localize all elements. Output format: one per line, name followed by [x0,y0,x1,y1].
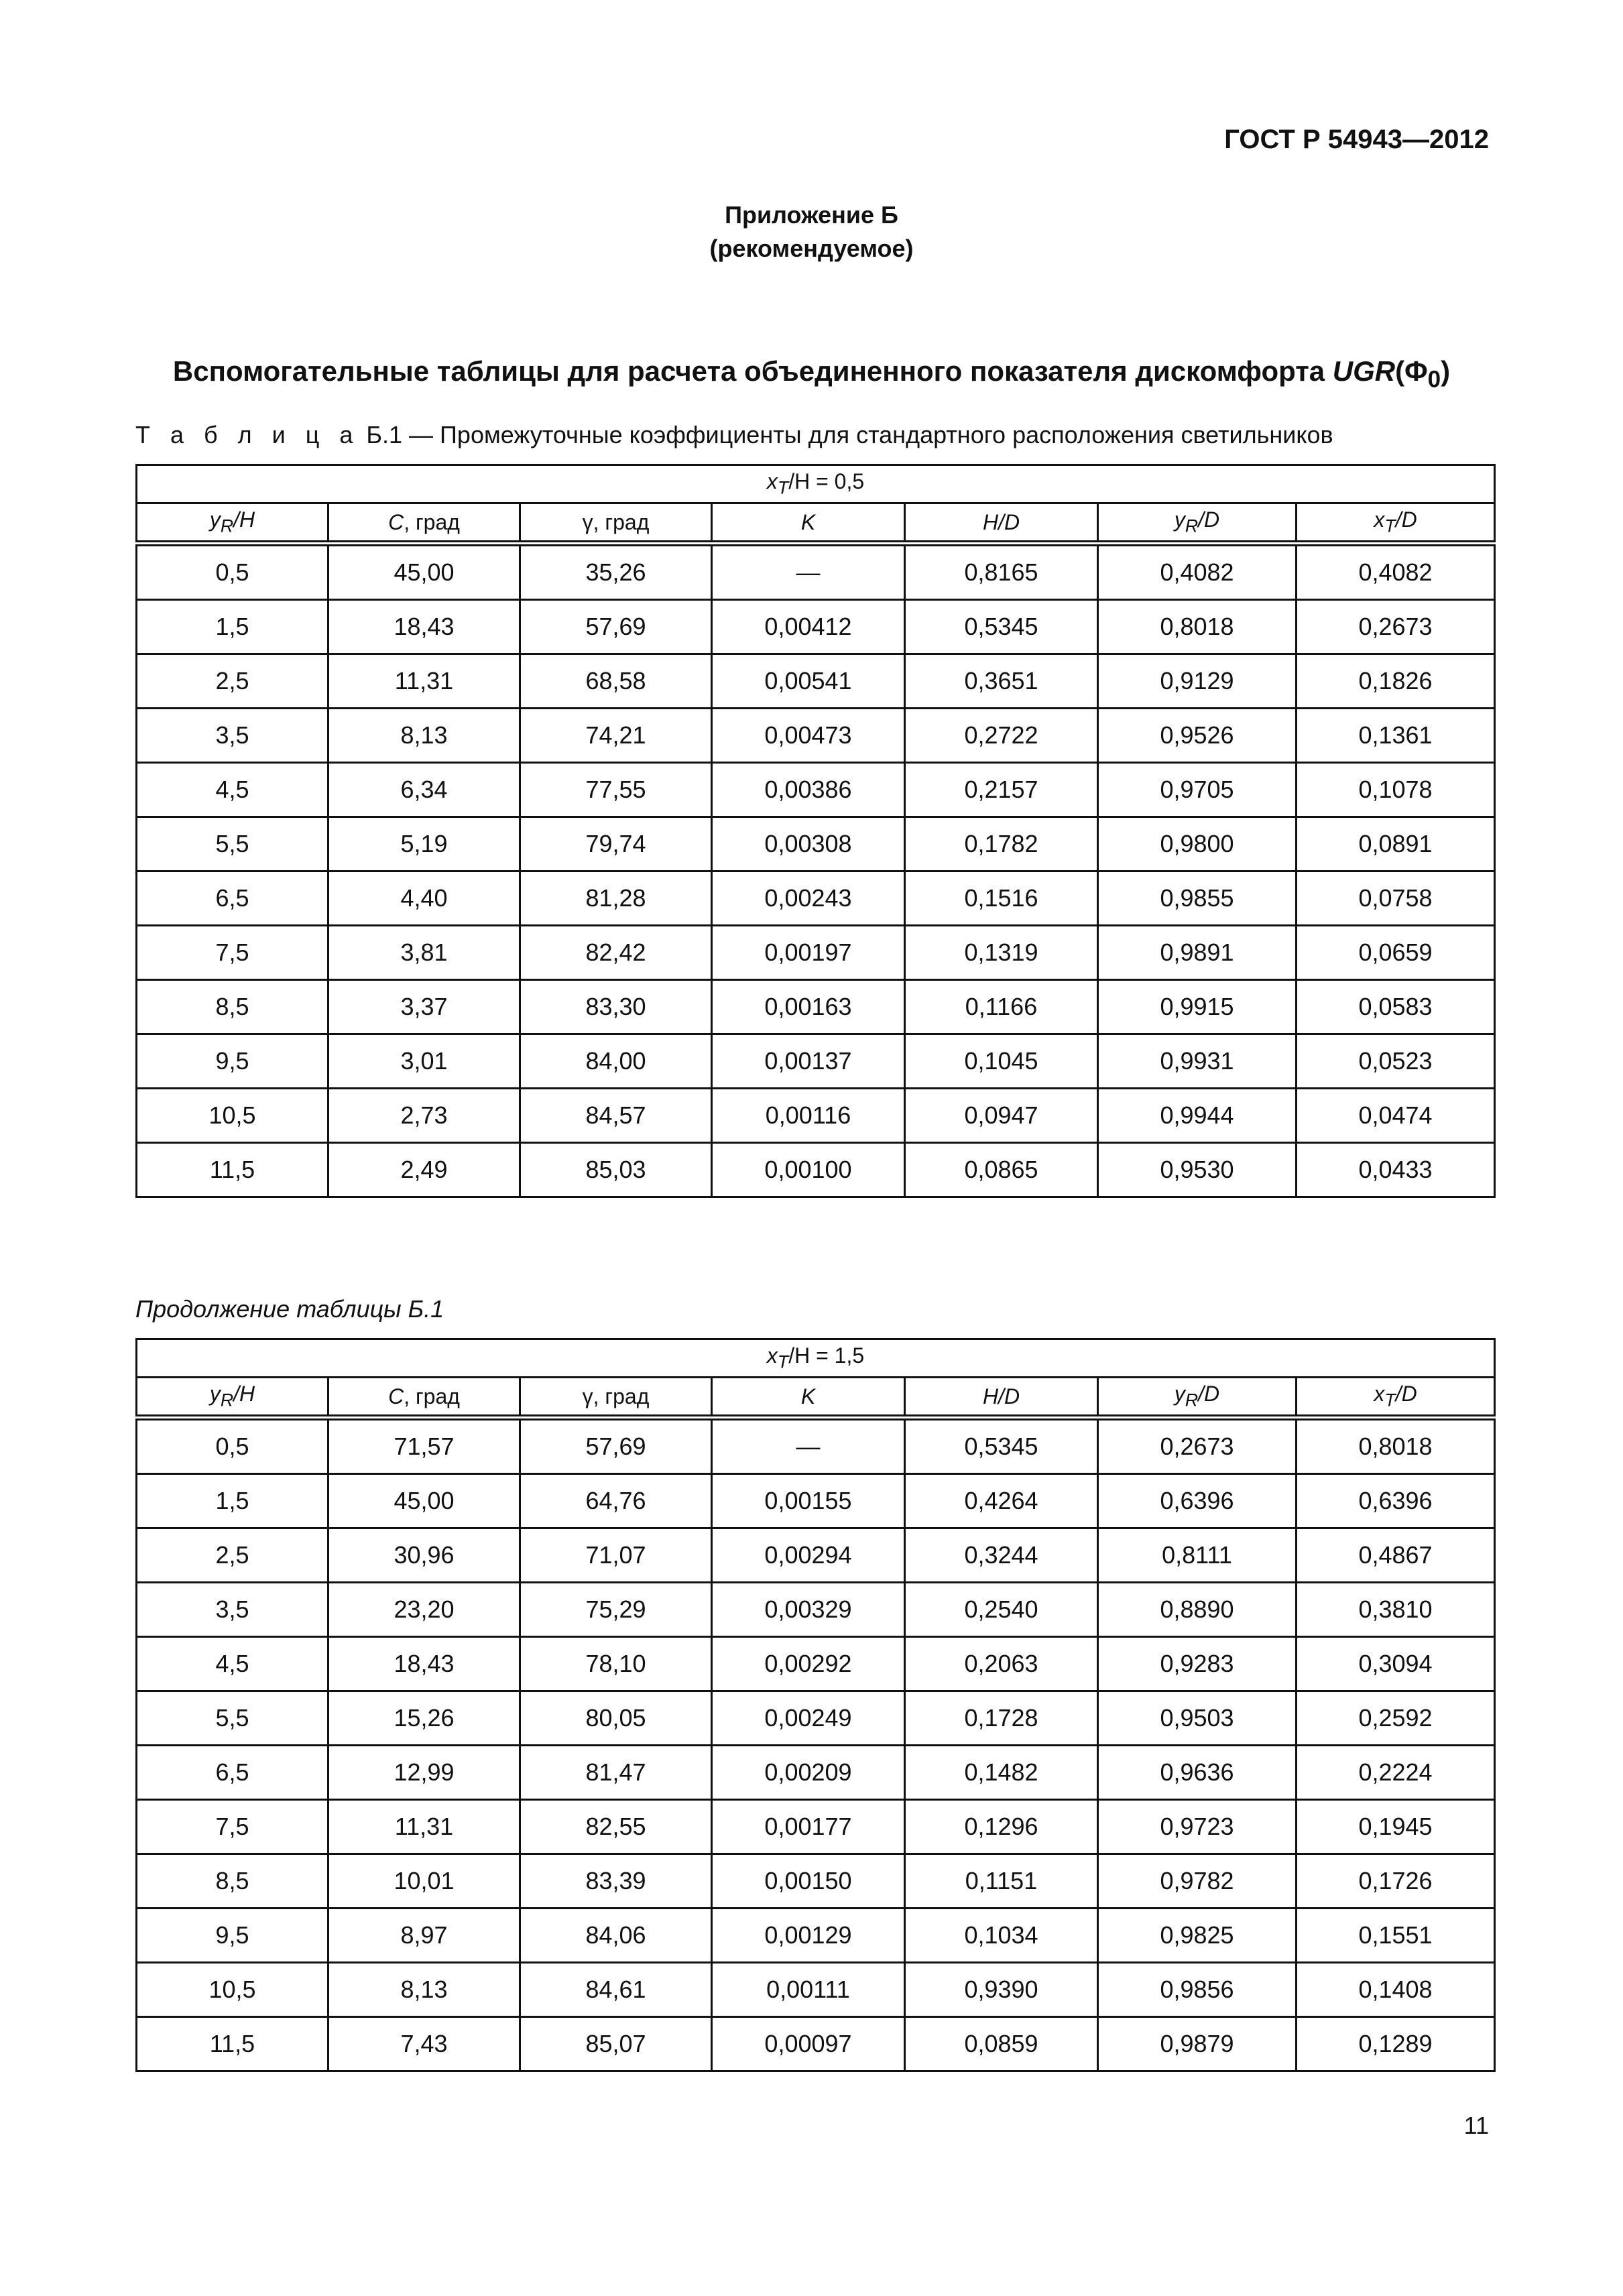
cell: 0,9129 [1098,654,1297,709]
cell: 0,9283 [1098,1637,1297,1691]
cell: 80,05 [520,1691,712,1746]
col-header-yr-h-rest: /H [233,1382,255,1406]
col-header-yr-d-rest: /D [1198,1382,1220,1406]
span-header-cell [137,465,1495,503]
cell: 15,26 [328,1691,520,1746]
table-b1-part2 [135,1338,1496,2072]
cell: 6,34 [328,763,520,817]
col-header-yr-d-var: y [1174,1382,1185,1406]
cell: — [712,1418,905,1474]
table-row [137,1691,1495,1746]
cell: 0,00249 [712,1691,905,1746]
cell: 0,4082 [1297,544,1495,600]
heading-phi-sub: 0 [1427,366,1441,393]
table-b1-part1 [135,464,1496,1198]
col-header-c-deg-var: C [388,1384,404,1408]
appendix-note: (рекомендуемое) [709,235,914,262]
col-header-gamma-deg [520,1378,712,1418]
cell: 0,0523 [1297,1034,1495,1089]
cell: 12,99 [328,1746,520,1800]
table-row [137,1528,1495,1583]
cell: 0,3651 [905,654,1098,709]
cell: 3,5 [137,709,328,763]
cell: 10,5 [137,1089,328,1143]
table-row [137,2017,1495,2071]
cell: 35,26 [520,544,712,600]
cell: 0,00163 [712,980,905,1034]
cell: 0,00541 [712,654,905,709]
table-caption [135,421,1333,449]
col-header-c-deg-rest: , град [404,1384,460,1408]
table-row [137,1034,1495,1089]
cell: 0,1166 [905,980,1098,1034]
continuation-caption: Продолжение таблицы Б.1 [135,1295,444,1323]
cell: 0,1408 [1297,1963,1495,2017]
cell: 0,00197 [712,926,905,980]
cell: 64,76 [520,1474,712,1528]
cell: 0,6396 [1098,1474,1297,1528]
heading-close: ) [1441,355,1451,387]
cell: 0,1319 [905,926,1098,980]
cell: 81,47 [520,1746,712,1800]
cell: 0,1361 [1297,709,1495,763]
cell: 0,00116 [712,1089,905,1143]
table-row [137,1089,1495,1143]
cell: 0,2224 [1297,1746,1495,1800]
cell: 3,01 [328,1034,520,1089]
col-header-h-d-var: H/D [982,509,1020,534]
cell: 11,5 [137,2017,328,2071]
cell: 83,39 [520,1854,712,1909]
cell: 57,69 [520,600,712,654]
span-header-rest: /H = 1,5 [788,1343,865,1368]
cell: 8,5 [137,1854,328,1909]
cell: 11,5 [137,1143,328,1197]
cell: 0,5 [137,1418,328,1474]
cell: 0,9503 [1098,1691,1297,1746]
cell: 7,43 [328,2017,520,2071]
col-header-c-deg [328,1378,520,1418]
cell: 0,00129 [712,1909,905,1963]
table-caption-prefix: Т а б л и ц а [135,421,360,448]
cell: 0,2592 [1297,1691,1495,1746]
cell: 0,00137 [712,1034,905,1089]
cell: 0,8111 [1098,1528,1297,1583]
cell: 0,1826 [1297,654,1495,709]
col-header-yr-h-var: y [209,1382,221,1406]
span-header-var: x [766,1343,778,1368]
cell: 6,5 [137,1746,328,1800]
cell: 0,1151 [905,1854,1098,1909]
col-header-gamma-deg-rest: , град [593,1384,650,1408]
table-row [137,600,1495,654]
cell: 84,61 [520,1963,712,2017]
cell: 0,9879 [1098,2017,1297,2071]
cell: 0,0474 [1297,1089,1495,1143]
col-header-yr-h-rest: /H [233,507,255,532]
cell: 6,5 [137,871,328,926]
col-header-yr-h [137,503,328,544]
cell: 0,8018 [1098,600,1297,654]
cell: 0,1728 [905,1691,1098,1746]
cell: 75,29 [520,1583,712,1637]
cell: 4,5 [137,763,328,817]
col-header-xt-d-var: x [1374,507,1385,532]
cell: 0,0659 [1297,926,1495,980]
cell: 0,1516 [905,871,1098,926]
col-header-yr-d-rest: /D [1198,507,1220,532]
table-row [137,763,1495,817]
col-header-c-deg [328,503,520,544]
cell: 0,9855 [1098,871,1297,926]
table-row [137,1143,1495,1197]
cell: 18,43 [328,1637,520,1691]
cell: 0,00329 [712,1583,905,1637]
column-header-row [137,1378,1495,1418]
cell: 8,13 [328,709,520,763]
col-header-k-var: K [800,509,816,534]
cell: 79,74 [520,817,712,871]
cell: 0,0433 [1297,1143,1495,1197]
col-header-gamma-deg [520,503,712,544]
cell: 0,1782 [905,817,1098,871]
col-header-yr-h [137,1378,328,1418]
table-row [137,1474,1495,1528]
cell: 0,9944 [1098,1089,1297,1143]
cell: 2,73 [328,1089,520,1143]
cell: 0,00294 [712,1528,905,1583]
cell: 78,10 [520,1637,712,1691]
cell: 85,03 [520,1143,712,1197]
cell: 0,1726 [1297,1854,1495,1909]
cell: 8,97 [328,1909,520,1963]
table-row [137,871,1495,926]
col-header-xt-d [1297,503,1495,544]
cell: 5,5 [137,817,328,871]
col-header-gamma-deg-var: γ [582,509,593,534]
cell: 0,2540 [905,1583,1098,1637]
cell: 77,55 [520,763,712,817]
col-header-yr-h-sub: R [220,1390,234,1410]
table-row [137,1854,1495,1909]
cell: 0,00473 [712,709,905,763]
cell: 0,2673 [1297,600,1495,654]
cell: 0,00308 [712,817,905,871]
heading-text: Вспомогательные таблицы для расчета объединенного показателя дискомфорта [172,355,1333,387]
cell: 4,5 [137,1637,328,1691]
cell: 0,5345 [905,1418,1098,1474]
cell: 0,0859 [905,2017,1098,2071]
cell: 0,9931 [1098,1034,1297,1089]
cell: 0,00292 [712,1637,905,1691]
cell: 3,37 [328,980,520,1034]
cell: 0,9526 [1098,709,1297,763]
cell: 1,5 [137,1474,328,1528]
span-header-sub: T [777,1351,789,1372]
cell: 0,9390 [905,1963,1098,2017]
cell: 9,5 [137,1909,328,1963]
cell: 7,5 [137,926,328,980]
cell: 0,00386 [712,763,905,817]
cell: 0,3244 [905,1528,1098,1583]
col-header-h-d [905,503,1098,544]
cell: 7,5 [137,1800,328,1854]
cell: 11,31 [328,654,520,709]
col-header-k [712,1378,905,1418]
cell: 0,9782 [1098,1854,1297,1909]
table-row [137,1583,1495,1637]
standard-code: ГОСТ Р 54943—2012 [1224,125,1489,154]
cell: 0,9723 [1098,1800,1297,1854]
cell: 0,00177 [712,1800,905,1854]
col-header-xt-d-var: x [1374,1382,1385,1406]
table-row [137,654,1495,709]
col-header-gamma-deg-rest: , град [593,509,650,534]
cell: 0,1034 [905,1909,1098,1963]
col-header-xt-d-sub: T [1384,516,1396,536]
table-row [137,1909,1495,1963]
cell: 0,2673 [1098,1418,1297,1474]
col-header-yr-d-var: y [1174,507,1185,532]
cell: 45,00 [328,544,520,600]
cell: 10,5 [137,1963,328,2017]
cell: 74,21 [520,709,712,763]
col-header-yr-h-sub: R [220,516,234,536]
cell: 5,5 [137,1691,328,1746]
cell: 0,1078 [1297,763,1495,817]
cell: 0,00155 [712,1474,905,1528]
col-header-xt-d-sub: T [1384,1390,1396,1410]
cell: 0,1296 [905,1800,1098,1854]
table-row [137,1418,1495,1474]
cell: 11,31 [328,1800,520,1854]
cell: 82,42 [520,926,712,980]
cell: 84,57 [520,1089,712,1143]
cell: 30,96 [328,1528,520,1583]
cell: 0,9636 [1098,1746,1297,1800]
cell: 0,0865 [905,1143,1098,1197]
cell: 10,01 [328,1854,520,1909]
span-header-row [137,1339,1495,1378]
cell: 8,13 [328,1963,520,2017]
cell: 0,00111 [712,1963,905,2017]
cell: 0,2722 [905,709,1098,763]
cell: 0,2063 [905,1637,1098,1691]
cell: 0,1945 [1297,1800,1495,1854]
cell: 0,0947 [905,1089,1098,1143]
col-header-yr-d [1098,503,1297,544]
cell: 0,2157 [905,763,1098,817]
cell: 0,8018 [1297,1418,1495,1474]
cell: 0,00100 [712,1143,905,1197]
cell: 0,3094 [1297,1637,1495,1691]
col-header-c-deg-var: C [388,509,404,534]
col-header-xt-d-rest: /D [1395,1382,1417,1406]
span-header-cell [137,1339,1495,1378]
cell: 23,20 [328,1583,520,1637]
heading-ugr: UGR [1332,355,1396,387]
cell: 0,9915 [1098,980,1297,1034]
cell: 3,81 [328,926,520,980]
span-header-var: x [766,469,778,494]
col-header-yr-d-sub: R [1185,516,1199,536]
cell: 0,00243 [712,871,905,926]
cell: 83,30 [520,980,712,1034]
cell: 8,5 [137,980,328,1034]
cell: 0,1289 [1297,2017,1495,2071]
cell: 0,5345 [905,600,1098,654]
cell: 0,6396 [1297,1474,1495,1528]
column-header-row [137,503,1495,544]
table-row [137,817,1495,871]
cell: 5,19 [328,817,520,871]
cell: 0,00209 [712,1746,905,1800]
appendix-title: Приложение Б [725,201,898,229]
table-row [137,980,1495,1034]
col-header-gamma-deg-var: γ [582,1384,593,1408]
span-header-row [137,465,1495,503]
cell: 0,4264 [905,1474,1098,1528]
table-caption-text: Б.1 — Промежуточные коэффициенты для стандартного расположения светильников [359,421,1333,448]
col-header-yr-d-sub: R [1185,1390,1199,1410]
cell: 81,28 [520,871,712,926]
main-heading [0,355,1623,393]
table-row [137,926,1495,980]
cell: 0,3810 [1297,1583,1495,1637]
cell: 0,9825 [1098,1909,1297,1963]
cell: 84,06 [520,1909,712,1963]
cell: 0,0758 [1297,871,1495,926]
table-row [137,1963,1495,2017]
cell: 0,9891 [1098,926,1297,980]
table-row [137,1800,1495,1854]
cell: 0,9705 [1098,763,1297,817]
cell: — [712,544,905,600]
cell: 0,8165 [905,544,1098,600]
cell: 84,00 [520,1034,712,1089]
cell: 0,1482 [905,1746,1098,1800]
table-row [137,1637,1495,1691]
cell: 4,40 [328,871,520,926]
cell: 18,43 [328,600,520,654]
cell: 85,07 [520,2017,712,2071]
cell: 2,49 [328,1143,520,1197]
cell: 0,9530 [1098,1143,1297,1197]
cell: 71,57 [328,1418,520,1474]
table-row [137,1746,1495,1800]
page-number: 11 [1463,2112,1489,2139]
cell: 0,0583 [1297,980,1495,1034]
cell: 0,00412 [712,600,905,654]
cell: 0,9856 [1098,1963,1297,2017]
cell: 0,4082 [1098,544,1297,600]
cell: 0,1045 [905,1034,1098,1089]
cell: 1,5 [137,600,328,654]
col-header-k-var: K [800,1384,816,1408]
col-header-yr-d [1098,1378,1297,1418]
col-header-xt-d [1297,1378,1495,1418]
cell: 0,4867 [1297,1528,1495,1583]
cell: 0,00097 [712,2017,905,2071]
cell: 68,58 [520,654,712,709]
cell: 3,5 [137,1583,328,1637]
heading-phi: (Φ [1395,355,1428,387]
span-header-sub: T [777,477,789,498]
cell: 0,00150 [712,1854,905,1909]
cell: 2,5 [137,1528,328,1583]
cell: 71,07 [520,1528,712,1583]
cell: 0,0891 [1297,817,1495,871]
col-header-xt-d-rest: /D [1395,507,1417,532]
table-row [137,709,1495,763]
cell: 2,5 [137,654,328,709]
cell: 0,8890 [1098,1583,1297,1637]
cell: 9,5 [137,1034,328,1089]
cell: 0,5 [137,544,328,600]
cell: 82,55 [520,1800,712,1854]
cell: 45,00 [328,1474,520,1528]
span-header-rest: /H = 0,5 [788,469,865,494]
col-header-h-d [905,1378,1098,1418]
cell: 0,9800 [1098,817,1297,871]
col-header-c-deg-rest: , град [404,509,460,534]
cell: 0,1551 [1297,1909,1495,1963]
cell: 57,69 [520,1418,712,1474]
table-row [137,544,1495,600]
col-header-yr-h-var: y [209,507,221,532]
col-header-h-d-var: H/D [982,1384,1020,1408]
col-header-k [712,503,905,544]
